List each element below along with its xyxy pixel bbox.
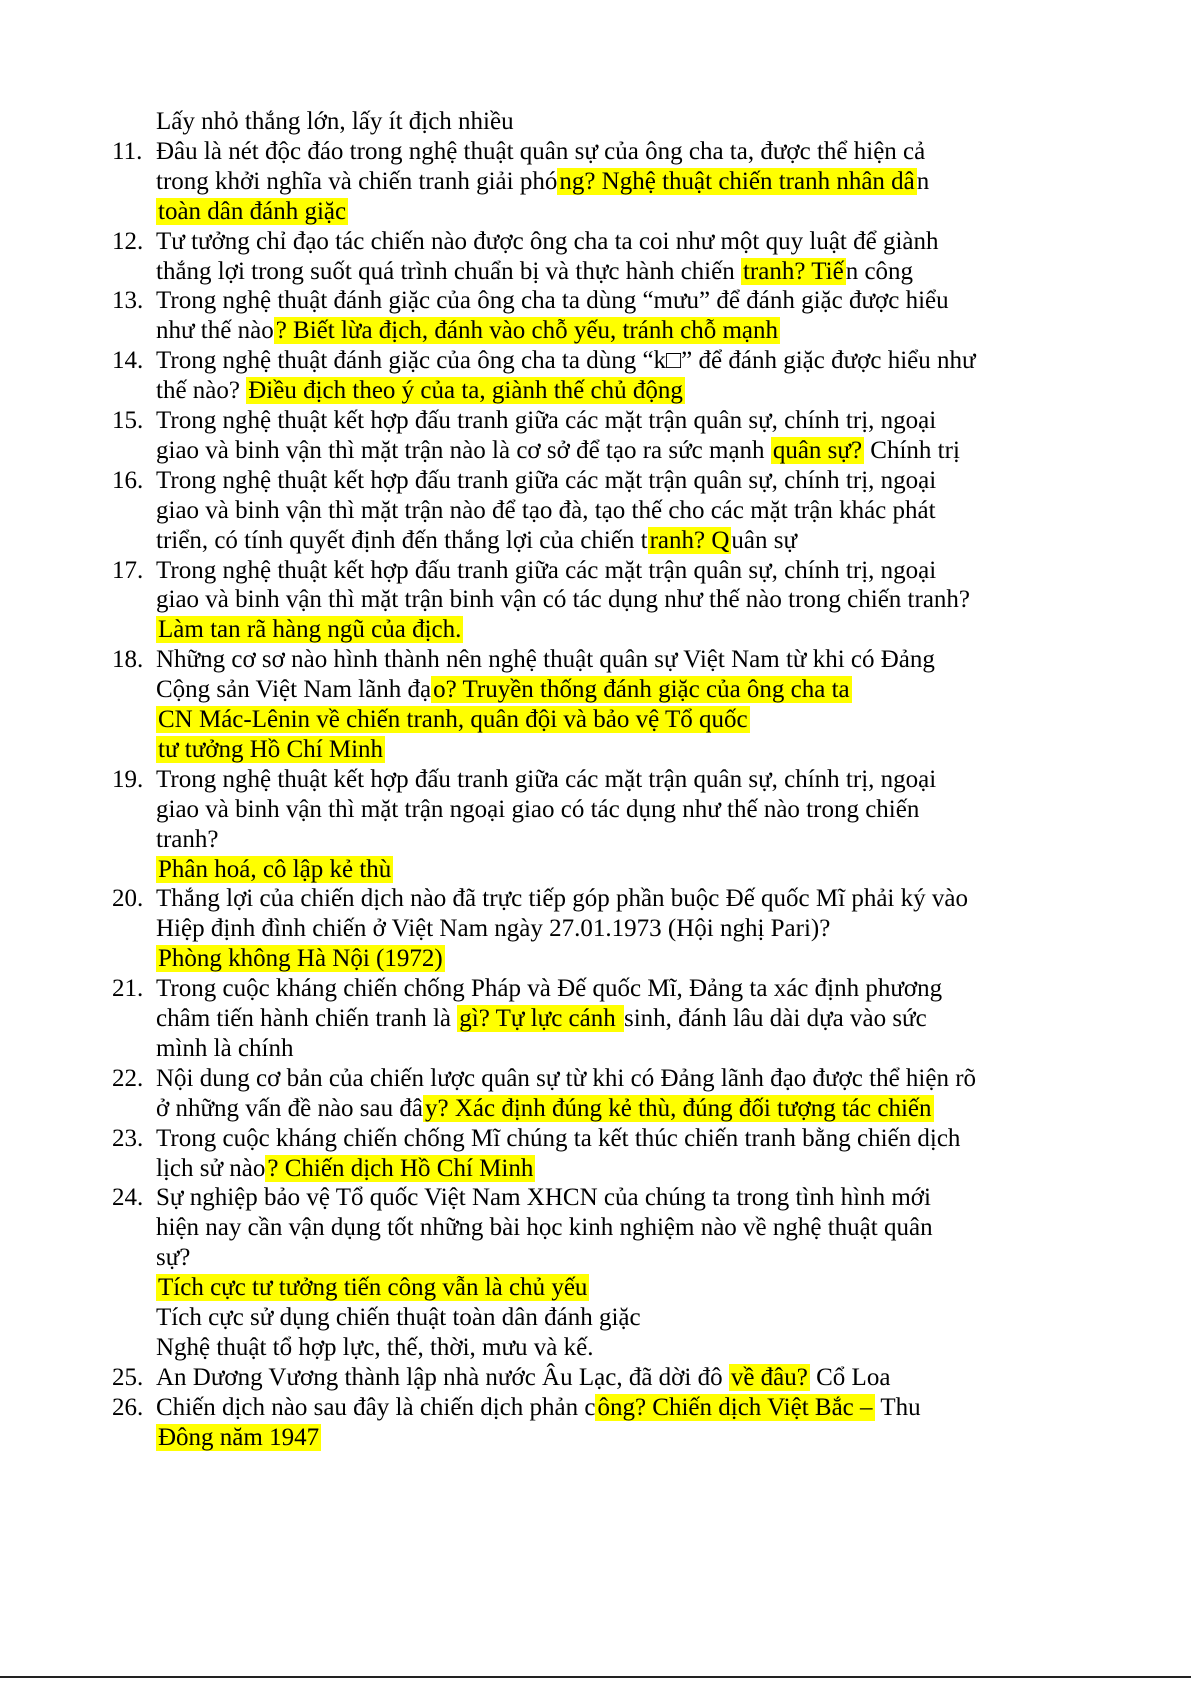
highlighted-answer: o? Truyền thống đánh giặc của ông cha ta: [433, 676, 850, 704]
question-number: 23.: [112, 1124, 144, 1152]
question-number: 21.: [112, 975, 144, 1003]
question-line: [112, 1182, 931, 1214]
question-number: 25.: [112, 1363, 144, 1391]
line-text: ở những vấn đề nào sau đâ: [156, 1094, 423, 1122]
text-line: [156, 1302, 641, 1334]
text-line: [156, 1212, 933, 1244]
line-text: Tư tưởng chỉ đạo tác chiến nào được ông cha ta coi như một quy luật để giành: [156, 227, 939, 255]
question-line: [112, 764, 936, 796]
line-text: giao và binh vận thì mặt trận nào để tạo đà, tạo thế cho các mặt trận khác phát: [156, 496, 936, 524]
text-line: [156, 525, 797, 557]
text-line: [156, 166, 929, 198]
line-text: Trong cuộc kháng chiến chống Mĩ chúng ta kết thúc chiến tranh bằng chiến dịch: [156, 1124, 961, 1152]
highlighted-answer: y? Xác định đúng kẻ thù, đúng đối tượng tác chiến: [424, 1094, 932, 1122]
line-text: Những cơ sơ nào hình thành nên nghệ thuật quân sự Việt Nam từ khi có Đảng: [156, 646, 935, 674]
highlighted-answer: ? Chiến dịch Hồ Chí Minh: [267, 1154, 534, 1182]
question-line: [112, 226, 939, 258]
line-text: Nội dung cơ bản của chiến lược quân sự từ khi có Đảng lãnh đạo được thể hiện rõ: [156, 1064, 977, 1092]
line-text: lịch sử nào: [156, 1154, 266, 1182]
text-line: [156, 435, 960, 467]
footer-rule: [0, 1676, 1191, 1678]
line-text: thế nào?: [156, 377, 247, 405]
line-text: An Dương Vương thành lập nhà nước Âu Lạc, đã dời đô: [156, 1363, 729, 1391]
text-line: [156, 1153, 535, 1185]
text-line: [156, 943, 445, 975]
question-number: 16.: [112, 466, 144, 494]
highlighted-answer: Phòng không Hà Nội (1972): [158, 945, 443, 973]
highlighted-answer: về đâu?: [730, 1363, 808, 1391]
line-text: hiện nay cần vận dụng tốt những bài học kinh nghiệm nào về nghệ thuật quân: [156, 1214, 933, 1242]
question-line: [112, 136, 925, 168]
line-text: giao và binh vận thì mặt trận binh vận có tác dụng như thế nào trong chiến tranh?: [156, 586, 971, 614]
question-line: [112, 465, 936, 497]
line-text: Tích cực sử dụng chiến thuật toàn dân đánh giặc: [156, 1304, 641, 1331]
line-text: Trong nghệ thuật kết hợp đấu tranh giữa các mặt trận quân sự, chính trị, ngoại: [156, 556, 937, 584]
text-line: [156, 196, 348, 228]
line-text: Trong nghệ thuật kết hợp đấu tranh giữa các mặt trận quân sự, chính trị, ngoại: [156, 765, 937, 793]
question-line: [112, 1392, 921, 1424]
highlighted-answer: gì? Tự lực cánh: [459, 1005, 622, 1032]
highlighted-answer: ? Biết lừa địch, đánh vào chỗ yếu, tránh chỗ mạnh: [275, 317, 778, 345]
text-line: [156, 1033, 293, 1065]
text-line: [156, 1332, 594, 1364]
line-text: như thế nào: [156, 317, 274, 345]
line-text: tranh?: [156, 825, 219, 853]
text-line: [156, 614, 463, 646]
text-line: [156, 1093, 934, 1125]
question-number: 15.: [112, 407, 144, 434]
highlighted-answer: quân sự?: [772, 436, 863, 464]
text-line: [156, 106, 514, 138]
highlighted-answer: Đông năm 1947: [158, 1423, 320, 1451]
line-text: Cộng sản Việt Nam lãnh đạ: [156, 676, 432, 704]
question-number: 11.: [112, 137, 143, 165]
question-line: [112, 883, 968, 915]
question-number: 24.: [112, 1184, 144, 1212]
question-number: 17.: [112, 556, 144, 584]
highlighted-answer: tranh? Tiế: [742, 257, 844, 285]
highlighted-answer: ng? Nghệ thuật chiến tranh nhân dâ: [559, 167, 915, 195]
question-number: 20.: [112, 885, 144, 913]
text-line: [156, 1003, 927, 1035]
text-line: [156, 734, 385, 766]
question-number: 14.: [112, 347, 144, 375]
text-line: [156, 794, 919, 826]
text-line: [156, 256, 913, 288]
text-line: [156, 315, 780, 347]
text-line: [156, 913, 830, 945]
line-text: Trong nghệ thuật đánh giặc của ông cha ta dùng “k□” để đánh giặc được hiểu như: [156, 347, 976, 375]
highlighted-answer: ông? Chiến dịch Việt Bắc –: [597, 1393, 873, 1421]
line-text: Nghệ thuật tổ hợp lực, thế, thời, mưu và kế.: [156, 1333, 594, 1361]
line-text-after: n công: [845, 257, 914, 285]
line-text: trong khởi nghĩa và chiến tranh giải phó: [156, 167, 558, 195]
text-line: [156, 1242, 190, 1274]
line-text: Trong cuộc kháng chiến chống Pháp và Đế quốc Mĩ, Đảng ta xác định phương: [156, 975, 943, 1003]
question-line: [112, 1362, 890, 1394]
question-line: [112, 555, 936, 587]
highlighted-answer: Phân hoá, cô lập kẻ thù: [158, 855, 392, 883]
question-number: 26.: [112, 1393, 144, 1421]
text-line: [156, 1272, 589, 1304]
text-line: [156, 584, 970, 616]
text-line: [156, 375, 685, 407]
question-line: [112, 644, 935, 676]
question-line: [112, 1063, 976, 1095]
line-text: châm tiến hành chiến tranh là: [156, 1005, 458, 1032]
line-text: Thắng lợi của chiến dịch nào đã trực tiếp góp phần buộc Đế quốc Mĩ phải ký vào: [156, 885, 968, 913]
question-line: [112, 973, 942, 1005]
highlighted-answer: toàn dân đánh giặc: [158, 197, 347, 225]
question-line: [112, 345, 976, 377]
line-text: thắng lợi trong suốt quá trình chuẩn bị và thực hành chiến: [156, 257, 741, 285]
text-line: [156, 704, 750, 736]
line-text: giao và binh vận thì mặt trận nào là cơ sở để tạo ra sức mạnh: [156, 436, 771, 464]
question-number: 13.: [112, 287, 144, 315]
question-line: [112, 285, 949, 317]
line-text: Trong nghệ thuật kết hợp đấu tranh giữa các mặt trận quân sự, chính trị, ngoại: [156, 466, 937, 494]
text-line: [156, 824, 218, 856]
question-line: [112, 405, 936, 437]
highlighted-answer: Điều địch theo ý của ta, giành thế chủ động: [248, 377, 683, 405]
highlighted-answer: Làm tan rã hàng ngũ của địch.: [158, 616, 462, 644]
line-text: Đâu là nét độc đáo trong nghệ thuật quân sự của ông cha ta, được thể hiện cả: [156, 137, 926, 165]
text-line: [156, 674, 852, 706]
line-text: mình là chính: [156, 1034, 294, 1062]
line-text-after: sinh, đánh lâu dài dựa vào sức: [623, 1005, 927, 1032]
highlighted-answer: CN Mác-Lênin về chiến tranh, quân đội và bảo vệ Tổ quốc: [158, 706, 748, 733]
line-text: Lấy nhỏ thắng lớn, lấy ít địch nhiều: [156, 108, 514, 135]
line-text: Hiệp định đình chiến ở Việt Nam ngày 27.01.1973 (Hội nghị Pari)?: [156, 915, 831, 943]
line-text-after: Chính trị: [864, 436, 960, 464]
text-line: [156, 1422, 321, 1454]
question-number: 18.: [112, 646, 144, 674]
highlighted-answer: tư tưởng Hồ Chí Minh: [158, 735, 384, 763]
text-line: [156, 854, 393, 886]
question-number: 12.: [112, 227, 144, 255]
question-line: [112, 1123, 960, 1155]
line-text: Trong nghệ thuật đánh giặc của ông cha ta dùng “mưu” để đánh giặc được hiểu: [156, 287, 949, 315]
line-text-after: Cổ Loa: [809, 1363, 891, 1391]
text-line: [156, 495, 936, 527]
highlighted-answer: ranh? Q: [649, 526, 730, 554]
line-text: giao và binh vận thì mặt trận ngoại giao có tác dụng như thế nào trong chiến: [156, 795, 920, 823]
line-text-after: Thu: [874, 1393, 921, 1421]
question-number: 19.: [112, 765, 144, 793]
line-text: Chiến dịch nào sau đây là chiến dịch phản c: [156, 1393, 596, 1421]
line-text: Trong nghệ thuật kết hợp đấu tranh giữa các mặt trận quân sự, chính trị, ngoại: [156, 407, 937, 434]
line-text-after: uân sự: [731, 526, 798, 554]
highlighted-answer: Tích cực tư tưởng tiến công vẫn là chủ yếu: [158, 1274, 588, 1302]
question-number: 22.: [112, 1064, 144, 1092]
line-text-after: n: [916, 167, 930, 195]
line-text: triển, có tính quyết định đến thắng lợi của chiến t: [156, 526, 648, 554]
line-text: Sự nghiệp bảo vệ Tổ quốc Việt Nam XHCN của chúng ta trong tình hình mới: [156, 1184, 931, 1212]
line-text: sự?: [156, 1244, 191, 1272]
